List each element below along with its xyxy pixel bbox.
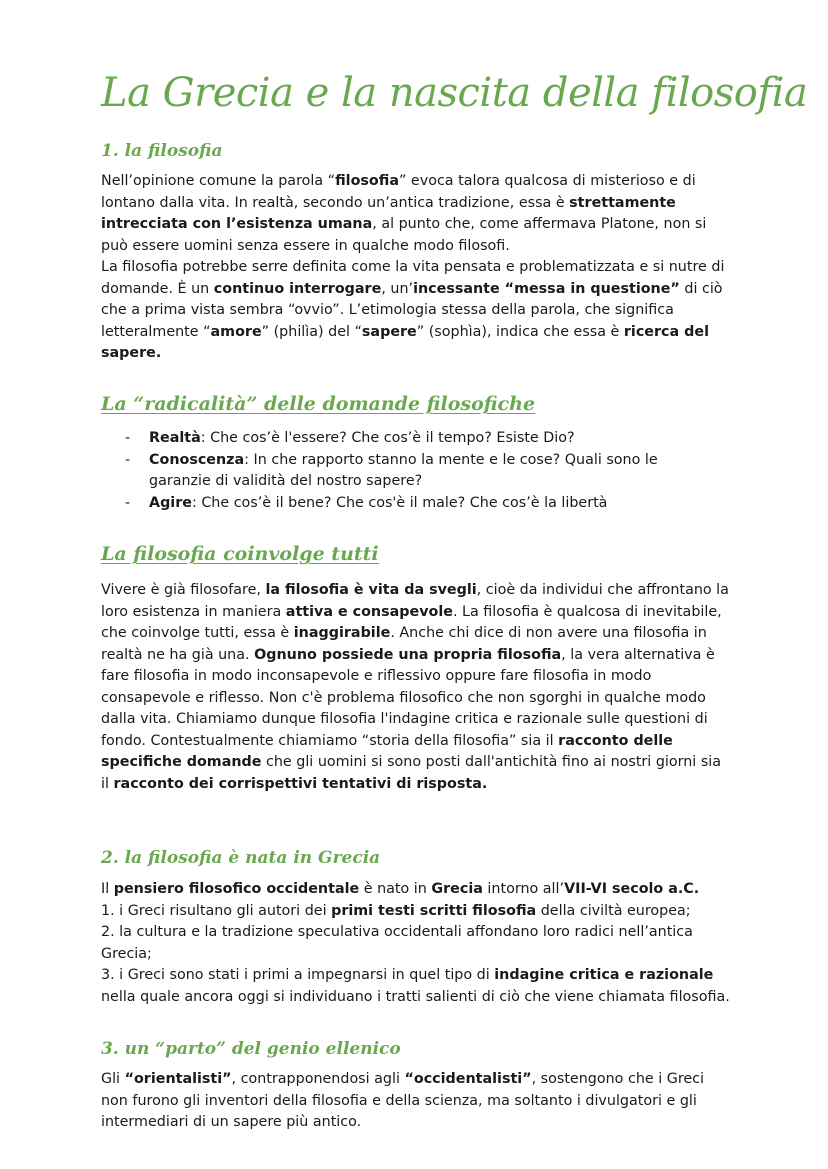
text-run: . La filosofia è qualcosa di inevitabile, che coinvolge tutti, essa è	[101, 603, 722, 641]
text-run: che gli uomini si sono posti dall'antichità fino ai nostri giorni sia il	[101, 754, 722, 792]
text-run: della civiltà europea;	[536, 902, 691, 919]
bold-text: continuo interrogare	[213, 280, 382, 297]
text-run: ” evoca talora qualcosa di misterioso e di lontano dalla vita. In realtà, secondo un’antica tradizione, essa è	[101, 173, 696, 211]
text-run: 1. i Greci risultano gli autori dei	[101, 902, 332, 919]
bold-text: racconto dei corrispettivi tentativi di risposta.	[113, 775, 488, 792]
text-run: , un’	[381, 280, 414, 297]
list-item	[101, 450, 701, 493]
bold-text: indagine critica e razionale	[494, 967, 714, 983]
text-run: , contrapponendosi agli	[231, 1071, 405, 1087]
text-run: Gli	[101, 1071, 125, 1087]
list-item-term: Realtà	[149, 430, 201, 446]
section-la-filosofia-body	[101, 171, 731, 365]
bold-text: sapere	[361, 323, 417, 340]
list-item-point-1	[101, 903, 691, 919]
list-item-text: : In che rapporto stanno la mente e le cose? Quali sono le garanzie di validità del nostro sapere?	[149, 451, 658, 489]
text-run: ” (philìa) del “	[261, 323, 362, 340]
text-run: di ciò che a prima vista sembra “ovvio”. L’etimologia stessa della parola, che significa letteralmente “	[101, 280, 723, 340]
text-run: , cioè da individui che affrontano la loro esistenza in maniera	[101, 582, 729, 620]
text-run: . Anche chi dice di non avere una filosofia in realtà ne ha già una.	[101, 625, 707, 663]
paragraph-filosofia-intro	[101, 173, 706, 254]
bold-text: pensiero filosofico occidentale	[113, 881, 360, 897]
list-item	[101, 428, 701, 450]
section-heading-radicalita: La “radicalità” delle domande filosofiche	[101, 393, 536, 415]
bold-text: la filosofia è vita da svegli	[265, 582, 477, 598]
list-item-point-3	[101, 967, 730, 1005]
list-item-term: Conoscenza	[149, 451, 245, 468]
bold-text: ricerca del sapere.	[101, 323, 709, 361]
bold-text: strettamente intrecciata con l’esistenza umana	[101, 194, 676, 232]
text-run: 2. la cultura e la tradizione speculativa occidentali affondano loro radici nell’antica Grecia;	[101, 924, 693, 962]
text-run: , la vera alternativa è fare filosofia in modo inconsapevole e riflessivo oppure fare filosofia in modo consapevole e riflesso. Non c'è problema filosofico che non sgorghi in qualche modo dalla vita. Chiamiamo dunque filosofia l'indagine critica e razionale sulle questioni di fondo. Contestualmente chiamiamo “storia della filosofia” sia il	[101, 646, 715, 749]
list-item-text: : Che cos’è il bene? Che cos'è il male? Che cos’è la libertà	[191, 494, 608, 511]
bold-text: amore	[210, 323, 262, 340]
bold-text: Grecia	[431, 881, 483, 897]
bold-text: filosofia	[335, 173, 399, 189]
bold-text: “orientalisti”	[124, 1071, 232, 1087]
paragraph-grecia-intro	[101, 881, 699, 897]
section-heading-parto-genio-ellenico: 3. un “parto” del genio ellenico	[101, 1039, 401, 1059]
text-run: , al punto che, come affermava Platone, non si può essere uomini senza essere in qualche modo filosofi.	[101, 216, 707, 254]
bold-text: VII-VI secolo a.C.	[564, 881, 700, 897]
section-heading-la-filosofia: 1. la filosofia	[101, 141, 223, 161]
text-run: La filosofia potrebbe serre definita come la vita pensata e problematizzata e si nutre di domande. È un	[101, 259, 725, 297]
radicalita-list	[101, 428, 701, 514]
bold-text: racconto delle specifiche domande	[101, 732, 673, 770]
bold-text: primi testi scritti filosofia	[331, 902, 537, 919]
text-run: intorno all’	[482, 881, 565, 897]
text-run: Nell’opinione comune la parola “	[101, 173, 336, 189]
text-run: nella quale ancora oggi si individuano i tratti salienti di ciò che viene chiamata filosofia.	[101, 988, 730, 1005]
bold-text: inaggirabile	[293, 625, 391, 641]
paragraph-orientalisti	[101, 1069, 731, 1134]
paragraph-coinvolge-tutti	[101, 580, 731, 795]
text-run: ” (sophìa), indica che essa è	[416, 323, 624, 340]
paragraph-filosofia-definizione	[101, 259, 724, 361]
list-item-text: : Che cos’è l'essere? Che cos’è il tempo? Esiste Dio?	[200, 430, 575, 446]
text-run: è nato in	[359, 881, 432, 897]
bold-text: attiva e consapevole	[285, 603, 453, 620]
list-item	[101, 493, 701, 515]
section-nata-in-grecia-body	[101, 879, 731, 1008]
list-item-point-2	[101, 924, 693, 962]
section-heading-coinvolge-tutti: La filosofia coinvolge tutti	[101, 543, 379, 565]
text-run: , sostengono che i Greci non furono gli inventori della filosofia e della scienza, ma soltanto i divulgatori e gli intermediari di un sapere più antico.	[101, 1071, 705, 1130]
bold-text: incessante “messa in questione”	[413, 280, 680, 297]
list-item-term: Agire	[149, 494, 192, 511]
section-heading-nata-in-grecia: 2. la filosofia è nata in Grecia	[101, 848, 381, 868]
bold-text: “occidentalisti”	[404, 1071, 532, 1087]
text-run: Il	[101, 881, 114, 897]
text-run: Vivere è già filosofare,	[101, 582, 266, 598]
bold-text: Ognuno possiede una propria filosofia	[254, 646, 562, 663]
text-run: 3. i Greci sono stati i primi a impegnarsi in quel tipo di	[101, 967, 495, 983]
page-title: La Grecia e la nascita della filosofia	[101, 70, 808, 116]
